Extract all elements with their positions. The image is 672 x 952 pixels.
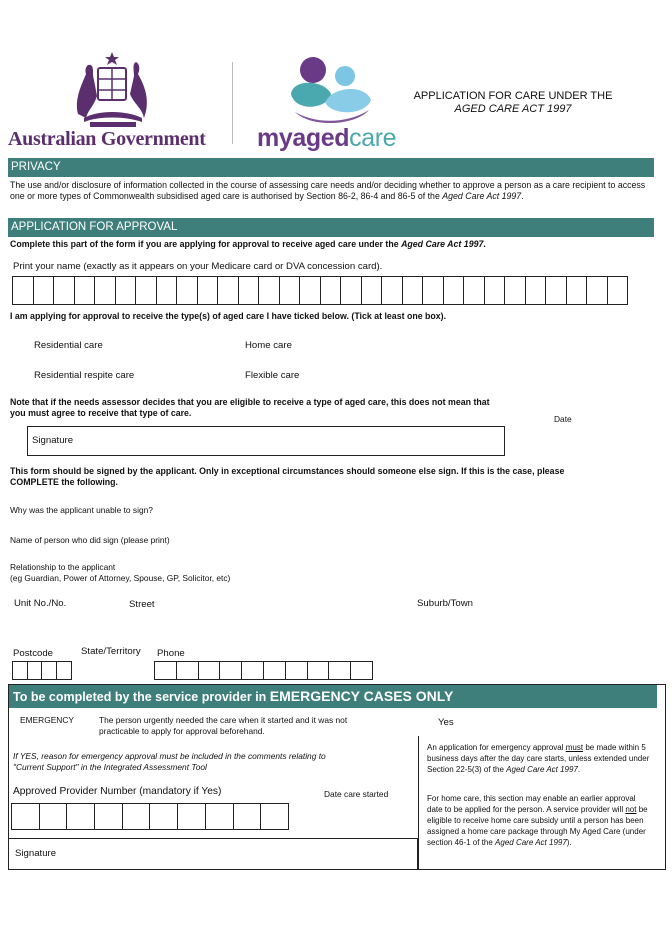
name-char-box[interactable] bbox=[239, 276, 260, 305]
emergency-desc-line1: The person urgently needed the care when it started and it was not bbox=[99, 715, 348, 725]
phone-char-box[interactable] bbox=[220, 661, 242, 680]
eligibility-note-line2: you must agree to receive that type of care. bbox=[10, 408, 192, 418]
care-option-residential-respite[interactable]: Residential respite care bbox=[34, 370, 135, 381]
phone-char-box[interactable] bbox=[264, 661, 286, 680]
timing-note-a: An application for emergency approval bbox=[427, 743, 566, 752]
emergency-yes-option[interactable]: Yes bbox=[438, 717, 454, 728]
provider-number-char-box[interactable] bbox=[40, 803, 68, 830]
approval-intro bbox=[10, 239, 486, 250]
home-care-note-act: Aged Care Act 1997 bbox=[495, 838, 567, 847]
approval-intro-act: Aged Care Act 1997 bbox=[401, 239, 484, 249]
signature-field-label: Signature bbox=[32, 435, 74, 446]
date-label: Date bbox=[554, 414, 572, 424]
timing-note-act: Aged Care Act 1997 bbox=[506, 765, 578, 774]
home-care-note-b: be eligible to receive home care subsidy until a person has been assigned a home care package through My Aged Care (under section 46-1 of the bbox=[427, 805, 648, 847]
emergency-desc-line2: practicable to apply for approval beforehand. bbox=[99, 726, 265, 736]
wordmark-aged: aged bbox=[292, 124, 350, 152]
provider-number-char-box[interactable] bbox=[123, 803, 151, 830]
postcode-label: Postcode bbox=[13, 648, 54, 659]
privacy-heading: PRIVACY bbox=[8, 158, 654, 177]
why-unable-label: Why was the applicant unable to sign? bbox=[10, 505, 153, 515]
name-char-box[interactable] bbox=[362, 276, 383, 305]
care-option-flexible[interactable]: Flexible care bbox=[245, 370, 300, 381]
date-started-label: Date care started bbox=[324, 789, 389, 799]
provider-number-char-box[interactable] bbox=[178, 803, 206, 830]
form-title-line2: AGED CARE ACT 1997 bbox=[454, 103, 572, 115]
phone-char-box[interactable] bbox=[155, 661, 177, 680]
signing-note-line2: COMPLETE the following. bbox=[10, 477, 118, 487]
privacy-text-act: Aged Care Act 1997 bbox=[442, 191, 522, 201]
privacy-text bbox=[10, 180, 652, 202]
myagedcare-logo-icon bbox=[285, 54, 377, 126]
name-char-box[interactable] bbox=[54, 276, 75, 305]
name-char-box[interactable] bbox=[218, 276, 239, 305]
wordmark-my: my bbox=[257, 124, 293, 152]
form-title bbox=[402, 90, 624, 116]
signing-note bbox=[10, 466, 564, 488]
care-option-residential[interactable]: Residential care bbox=[34, 340, 103, 351]
name-char-box[interactable] bbox=[505, 276, 526, 305]
name-char-box[interactable] bbox=[157, 276, 178, 305]
government-name: Australian Government bbox=[8, 128, 206, 150]
privacy-text-body: The use and/or disclosure of information collected in the course of assessing care needs and/or deciding whether to approve a person as a care recipient to access one or more types of Commonwealth subsidised aged care is authorised by Section 86-2, 86-4 and 86-5 of the bbox=[10, 180, 646, 201]
emergency-timing-note bbox=[427, 742, 657, 775]
provider-number-label: Approved Provider Number (mandatory if Yes) bbox=[13, 786, 222, 797]
postcode-char-box[interactable] bbox=[42, 661, 57, 680]
name-char-box[interactable] bbox=[95, 276, 116, 305]
name-char-box[interactable] bbox=[116, 276, 137, 305]
emergency-reason-line2: "Current Support" in the Integrated Assessment Tool bbox=[13, 762, 207, 772]
approval-intro-end: . bbox=[483, 239, 486, 249]
emergency-reason-line1: If YES, reason for emergency approval must be included in the comments relating to bbox=[13, 751, 326, 761]
name-char-box[interactable] bbox=[526, 276, 547, 305]
care-types-label: I am applying for approval to receive the type(s) of aged care I have ticked below. (Tick at least one box). bbox=[10, 311, 447, 321]
wordmark-care: care bbox=[349, 124, 397, 152]
phone-char-box[interactable] bbox=[242, 661, 264, 680]
home-care-note-not: not bbox=[625, 805, 637, 814]
phone-char-box[interactable] bbox=[308, 661, 330, 680]
emergency-heading bbox=[9, 685, 657, 708]
name-char-box[interactable] bbox=[136, 276, 157, 305]
home-care-note bbox=[427, 793, 649, 848]
name-char-box[interactable] bbox=[280, 276, 301, 305]
privacy-text-end: . bbox=[521, 191, 524, 201]
myagedcare-wordmark bbox=[257, 124, 396, 153]
home-care-note-a: For home care, this section may enable an earlier approval date to be applied for the person. A service provider will bbox=[427, 794, 636, 814]
name-char-box[interactable] bbox=[382, 276, 403, 305]
provider-number-input[interactable] bbox=[11, 803, 289, 830]
name-char-box[interactable] bbox=[546, 276, 567, 305]
street-label: Street bbox=[129, 599, 155, 610]
name-char-box[interactable] bbox=[608, 276, 629, 305]
name-label: Print your name (exactly as it appears on your Medicare card or DVA concession card). bbox=[13, 261, 383, 272]
phone-char-box[interactable] bbox=[351, 661, 373, 680]
name-char-box[interactable] bbox=[198, 276, 219, 305]
name-char-box[interactable] bbox=[403, 276, 424, 305]
eligibility-note-line1: Note that if the needs assessor decides that you are eligible to receive a type of aged care, this does not mean that bbox=[10, 397, 490, 407]
name-char-box[interactable] bbox=[300, 276, 321, 305]
phone-char-box[interactable] bbox=[286, 661, 308, 680]
phone-input[interactable] bbox=[154, 661, 373, 680]
provider-number-char-box[interactable] bbox=[150, 803, 178, 830]
emergency-description bbox=[99, 715, 347, 737]
name-char-box[interactable] bbox=[13, 276, 34, 305]
provider-number-char-box[interactable] bbox=[206, 803, 234, 830]
form-title-line1: APPLICATION FOR CARE UNDER THE bbox=[413, 90, 613, 102]
care-option-home[interactable]: Home care bbox=[245, 340, 292, 351]
postcode-input[interactable] bbox=[12, 661, 72, 680]
name-char-box[interactable] bbox=[587, 276, 608, 305]
postcode-char-box[interactable] bbox=[28, 661, 43, 680]
name-who-signed-label: Name of person who did sign (please print) bbox=[10, 535, 170, 545]
name-char-box[interactable] bbox=[444, 276, 465, 305]
emergency-signature-label: Signature bbox=[15, 848, 57, 859]
coat-of-arms-icon bbox=[64, 44, 160, 130]
approval-heading: APPLICATION FOR APPROVAL bbox=[8, 218, 654, 237]
postcode-char-box[interactable] bbox=[57, 661, 72, 680]
unit-label: Unit No./No. bbox=[14, 598, 67, 609]
approval-intro-body: Complete this part of the form if you are applying for approval to receive aged care under the bbox=[10, 239, 402, 249]
suburb-label: Suburb/Town bbox=[417, 598, 473, 609]
provider-number-char-box[interactable] bbox=[234, 803, 262, 830]
phone-char-box[interactable] bbox=[199, 661, 221, 680]
emergency-reason bbox=[13, 751, 326, 773]
relationship-label bbox=[10, 562, 230, 584]
name-char-box[interactable] bbox=[259, 276, 280, 305]
signature-field[interactable] bbox=[27, 426, 505, 456]
timing-note-end: . bbox=[577, 765, 581, 774]
state-label: State/Territory bbox=[81, 646, 141, 657]
emergency-sidebar-divider bbox=[418, 736, 419, 870]
name-char-box[interactable] bbox=[423, 276, 444, 305]
postcode-char-box[interactable] bbox=[13, 661, 28, 680]
provider-number-char-box[interactable] bbox=[261, 803, 289, 830]
phone-label: Phone bbox=[157, 648, 185, 659]
header-divider bbox=[232, 62, 233, 144]
name-char-box[interactable] bbox=[567, 276, 588, 305]
eligibility-note bbox=[10, 397, 490, 419]
name-char-box[interactable] bbox=[485, 276, 506, 305]
timing-note-b: be made within 5 business days after the day care starts, unless extended under Section 22-5(3) of the bbox=[427, 743, 650, 774]
name-char-box[interactable] bbox=[177, 276, 198, 305]
home-care-note-end: ). bbox=[566, 838, 572, 847]
name-input[interactable] bbox=[12, 276, 628, 305]
emergency-signature-field[interactable] bbox=[8, 838, 418, 870]
relationship-label-line1: Relationship to the applicant bbox=[10, 562, 116, 572]
provider-number-char-box[interactable] bbox=[67, 803, 95, 830]
name-char-box[interactable] bbox=[321, 276, 342, 305]
provider-number-char-box[interactable] bbox=[12, 803, 40, 830]
name-char-box[interactable] bbox=[75, 276, 96, 305]
name-char-box[interactable] bbox=[464, 276, 485, 305]
phone-char-box[interactable] bbox=[329, 661, 351, 680]
government-crest bbox=[64, 44, 160, 130]
relationship-label-line2: (eg Guardian, Power of Attorney, Spouse, GP, Solicitor, etc) bbox=[10, 573, 231, 583]
timing-note-must: must bbox=[565, 743, 584, 752]
signing-note-line1: This form should be signed by the applicant. Only in exceptional circumstances should someone else sign. If this is the case, please bbox=[10, 466, 565, 476]
phone-char-box[interactable] bbox=[177, 661, 199, 680]
emergency-heading-b: EMERGENCY CASES ONLY bbox=[269, 688, 454, 704]
name-char-box[interactable] bbox=[34, 276, 55, 305]
provider-number-char-box[interactable] bbox=[95, 803, 123, 830]
emergency-label: EMERGENCY bbox=[20, 715, 74, 725]
emergency-heading-a: To be completed by the service provider in bbox=[13, 690, 270, 704]
name-char-box[interactable] bbox=[341, 276, 362, 305]
